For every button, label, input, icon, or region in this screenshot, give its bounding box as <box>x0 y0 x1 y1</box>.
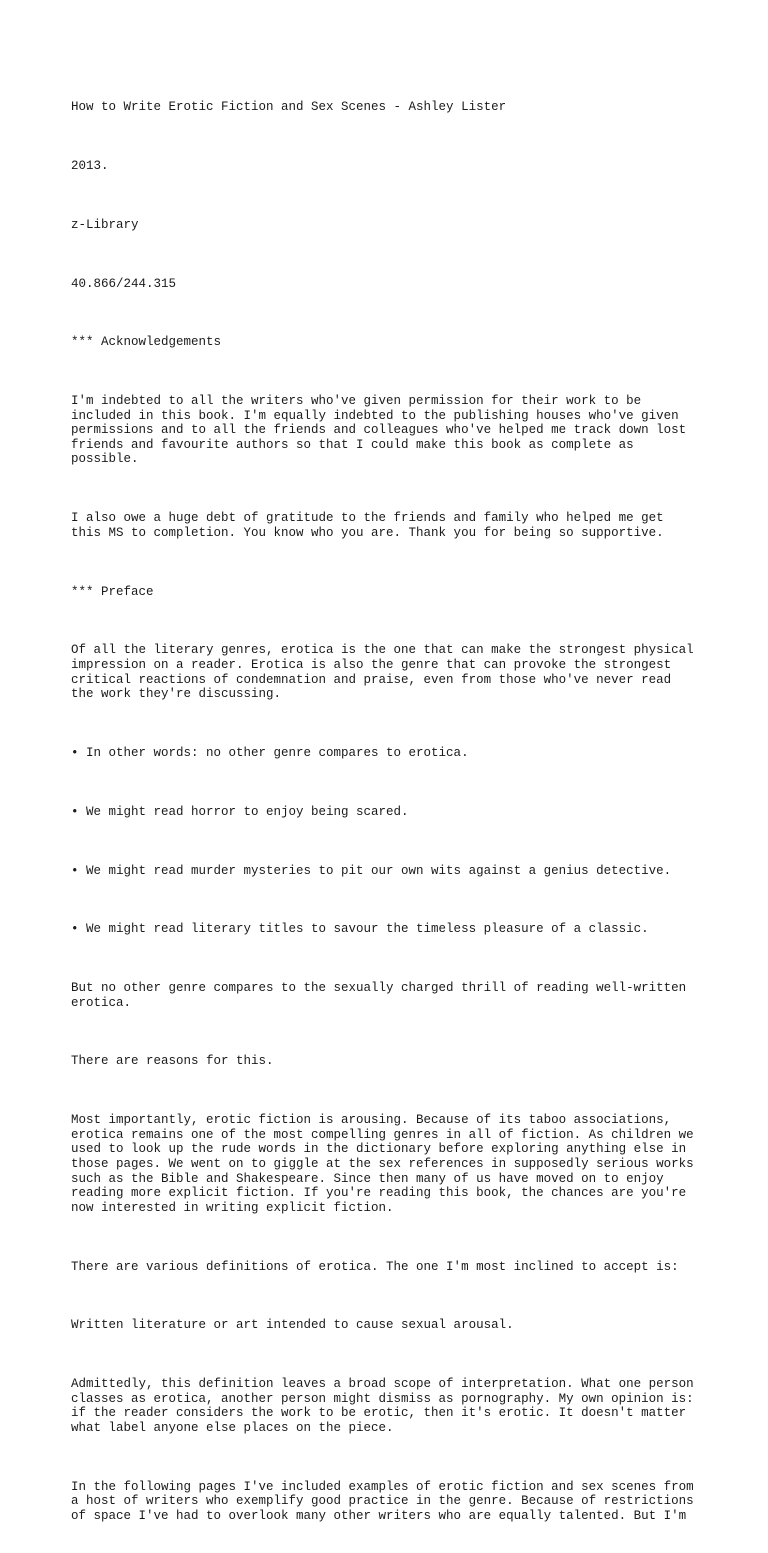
book-title-line: How to Write Erotic Fiction and Sex Scenes - Ashley Lister <box>71 100 507 115</box>
bullet-item: • We might read horror to enjoy being scared. <box>71 804 409 819</box>
publication-year: 2013. <box>71 158 109 173</box>
preface-heading: *** Preface <box>71 584 154 599</box>
document-page <box>71 71 711 1553</box>
preface-paragraph: Of all the literary genres, erotica is the one that can make the strongest physical impression on a reader. Erotica is also the genre that can provoke the strongest critical reactions of condemnation and praise, even from those who've never read the work they're discussing. <box>71 643 694 702</box>
preface-paragraph: In the following pages I've included examples of erotic fiction and sex scenes from a host of writers who exemplify good practice in the genre. Because of restrictions of space I've had to overlook many other writers who are equally talented. But I'm <box>71 1479 694 1523</box>
preface-paragraph: There are various definitions of erotica. The one I'm most inclined to accept is: <box>71 1259 679 1274</box>
acknowledgements-heading: *** Acknowledgements <box>71 335 222 350</box>
acknowledgements-paragraph: I'm indebted to all the writers who've given permission for their work to be included in this book. I'm equally indebted to the publishing houses who've given permissions and to all the friends and colleagues who've helped me track down lost friends and favourite authors so that I could make this book as complete as possible. <box>71 394 687 467</box>
preface-paragraph: Admittedly, this definition leaves a broad scope of interpretation. What one person classes as erotica, another person might dismiss as pornography. My own opinion is: if the reader considers the work to be erotic, then it's erotic. It doesn't matter what label anyone else places on the piece. <box>71 1377 694 1435</box>
bullet-item: • In other words: no other genre compares to erotica. <box>71 745 469 760</box>
definition-quote: Written literature or art intended to cause sexual arousal. <box>71 1318 514 1333</box>
preface-paragraph: Most importantly, erotic fiction is arousing. Because of its taboo associations, erotica remains one of the most compelling genres in all of fiction. As children we used to look up the rude words in the dictionary before exploring anything else in those pages. We went on to giggle at the sex references in supposedly serious works such as the Bible and Shakespeare. Since then many of us have moved on to enjoy reading more explicit fiction. If you're reading this book, the chances are you're now interested in writing explicit fiction. <box>71 1113 694 1215</box>
preface-paragraph: There are reasons for this. <box>71 1054 274 1069</box>
catalog-number: 40.866/244.315 <box>71 276 177 291</box>
preface-paragraph: But no other genre compares to the sexually charged thrill of reading well-written erotica. <box>71 981 687 1010</box>
bullet-item: • We might read literary titles to savour the timeless pleasure of a classic. <box>71 922 649 937</box>
source-library: z-Library <box>71 217 139 232</box>
acknowledgements-paragraph: I also owe a huge debt of gratitude to the friends and family who helped me get this MS to completion. You know who you are. Thank you for being so supportive. <box>71 511 664 540</box>
bullet-item: • We might read murder mysteries to pit our own wits against a genius detective. <box>71 863 672 878</box>
